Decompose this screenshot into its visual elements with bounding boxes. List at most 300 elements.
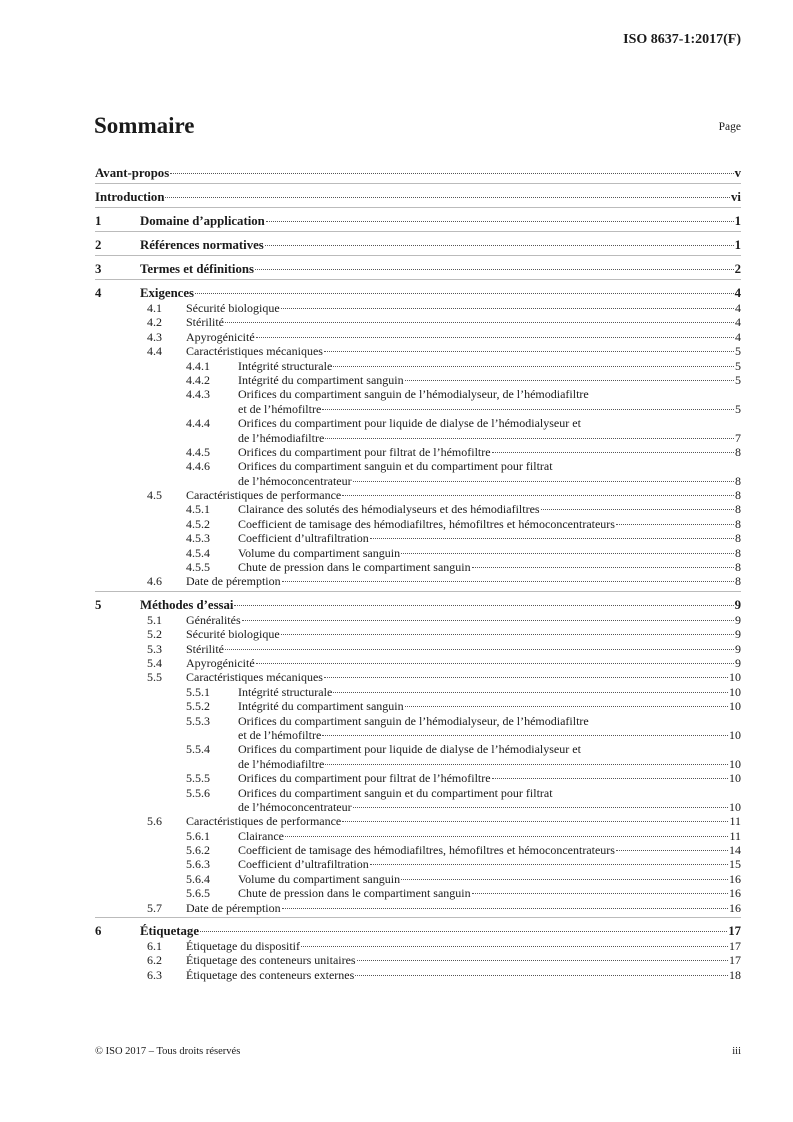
toc-entry[interactable] xyxy=(95,531,741,545)
toc-entry-line xyxy=(186,574,741,588)
toc-entry[interactable] xyxy=(95,416,741,430)
toc-entry-continuation[interactable] xyxy=(95,728,741,742)
toc-entry-line xyxy=(238,757,741,771)
toc-entry-continuation[interactable] xyxy=(95,474,741,488)
toc-entry-number: 5.6.2 xyxy=(186,843,210,858)
toc-entry-page: 8 xyxy=(735,545,741,560)
toc-entry-number: 4.3 xyxy=(147,329,162,344)
toc-entry-title-continued: et de l’hémofiltre xyxy=(238,727,322,742)
toc-entry-title: Méthodes d’essai xyxy=(140,597,234,612)
toc-entry-line xyxy=(95,189,741,205)
toc-entry-line xyxy=(140,923,741,939)
toc-entry-page: 17 xyxy=(728,924,741,939)
toc-entry-title: Orifices du compartiment pour filtrat de l’hémofiltre xyxy=(238,771,491,786)
toc-entry-line xyxy=(186,330,741,344)
toc-entry-number: 4.4.5 xyxy=(186,444,210,459)
toc-entry-number: 4 xyxy=(95,286,102,300)
toc-entry-page: 10 xyxy=(729,699,741,714)
toc-entry-title: Coefficient de tamisage des hémodiafiltres, hémofiltres et hémoconcentrateurs xyxy=(238,516,615,531)
toc-entry-line xyxy=(186,344,741,358)
toc-entry[interactable] xyxy=(95,574,741,588)
toc-entry-line xyxy=(186,301,741,315)
toc-entry-line xyxy=(140,261,741,277)
dot-leader xyxy=(333,692,728,693)
toc-entry-number: 5.6.5 xyxy=(186,886,210,901)
toc-entry-page: 9 xyxy=(734,597,741,612)
toc-entry-continuation[interactable] xyxy=(95,402,741,416)
toc-entry-number: 4.5.4 xyxy=(186,545,210,560)
toc-entry[interactable] xyxy=(95,315,741,329)
toc-entry-title: Coefficient d’ultrafiltration xyxy=(238,857,369,872)
toc-entry-title: Termes et définitions xyxy=(140,262,254,276)
toc-entry-line xyxy=(238,560,741,574)
toc-entry-title: Caractéristiques mécaniques xyxy=(186,670,323,685)
dot-leader xyxy=(353,481,734,482)
toc-entry-number: 5.6.4 xyxy=(186,871,210,886)
toc-entry-number: 2 xyxy=(95,238,102,252)
toc-entry[interactable] xyxy=(95,301,741,315)
toc-entry[interactable] xyxy=(95,814,741,828)
toc-entry-page: 7 xyxy=(735,430,741,445)
toc-entry-continuation[interactable] xyxy=(95,431,741,445)
toc-entry-line xyxy=(140,237,741,253)
toc-entry-page: 8 xyxy=(735,473,741,488)
toc-entry-line xyxy=(238,502,741,516)
toc-entry-title-continued: de l’hémoconcentrateur xyxy=(238,799,352,814)
toc-entry-number: 4.5 xyxy=(147,488,162,503)
toc-entry-title: Clairance des solutés des hémodialyseurs et des hémodiafiltres xyxy=(238,502,540,517)
toc-entry[interactable] xyxy=(95,829,741,843)
toc-entry-page: 11 xyxy=(729,828,741,843)
toc-entry[interactable] xyxy=(95,213,741,229)
toc-entry-number: 5.5.2 xyxy=(186,699,210,714)
toc-entry-title: Stérilité xyxy=(186,315,224,330)
toc-entry-title: Caractéristiques de performance xyxy=(186,814,342,829)
toc-entry-page: 5 xyxy=(735,401,741,416)
dot-leader xyxy=(325,438,734,439)
toc-entry-page: 5 xyxy=(735,344,741,359)
toc-entry-number: 6.1 xyxy=(147,939,162,954)
toc-entry-title: Stérilité xyxy=(186,641,224,656)
toc-entry-line xyxy=(238,714,741,728)
toc-entry-number: 4.5.3 xyxy=(186,531,210,546)
toc-entry-title: Chute de pression dans le compartiment sanguin xyxy=(238,886,471,901)
toc-entry-number: 5.5.4 xyxy=(186,742,210,757)
toc-entry-line xyxy=(238,886,741,900)
toc-entry-title: Volume du compartiment sanguin xyxy=(238,871,401,886)
toc-entry[interactable] xyxy=(95,771,741,785)
toc-entry-number: 5.5 xyxy=(147,670,162,685)
dot-leader xyxy=(401,553,734,554)
footer-page-number: iii xyxy=(732,1046,741,1057)
toc-entry-line xyxy=(140,213,741,229)
dot-leader xyxy=(281,634,734,635)
toc-entry[interactable] xyxy=(95,165,741,181)
toc-entry-title: Étiquetage du dispositif xyxy=(186,939,300,954)
dot-leader xyxy=(355,975,728,976)
dot-leader xyxy=(472,567,734,568)
toc-entry[interactable] xyxy=(95,901,741,915)
toc-entry-page: 16 xyxy=(729,886,741,901)
dot-leader xyxy=(492,452,734,453)
toc-entry-line xyxy=(186,642,741,656)
toc-section xyxy=(95,279,741,589)
dot-leader xyxy=(165,197,730,198)
toc-entry-line xyxy=(186,315,741,329)
dot-leader xyxy=(616,850,728,851)
toc-entry-number: 4.4.6 xyxy=(186,459,210,474)
toc-entry-page: 5 xyxy=(735,358,741,373)
toc-entry-page: 9 xyxy=(735,655,741,670)
toc-entry[interactable] xyxy=(95,968,741,982)
toc-entry-page: 16 xyxy=(729,871,741,886)
dot-leader xyxy=(322,409,734,410)
toc-entry-line xyxy=(238,857,741,871)
toc-section xyxy=(95,183,741,205)
dot-leader xyxy=(370,538,734,539)
toc-entry-page: 10 xyxy=(729,684,741,699)
toc-entry-number: 5.5.6 xyxy=(186,785,210,800)
toc-entry[interactable] xyxy=(95,939,741,953)
toc-entry-number: 5.5.3 xyxy=(186,713,210,728)
toc-entry-title: Orifices du compartiment pour filtrat de l’hémofiltre xyxy=(238,444,491,459)
toc-entry-line xyxy=(238,359,741,373)
toc-entry-title: Orifices du compartiment sanguin de l’hémodialyseur, de l’hémodiafiltre xyxy=(238,713,589,728)
toc-entry-page: 4 xyxy=(735,315,741,330)
dot-leader xyxy=(405,706,728,707)
toc-entry-title: Étiquetage xyxy=(140,924,200,939)
toc-entry-page: 8 xyxy=(735,574,741,589)
toc-entry[interactable] xyxy=(95,517,741,531)
toc-entry-page: v xyxy=(734,166,741,180)
toc-entry-line xyxy=(238,728,741,742)
dot-leader xyxy=(255,269,734,270)
toc-entry-number: 4.5.1 xyxy=(186,502,210,517)
toc-entry-page: 4 xyxy=(735,301,741,315)
toc-entry[interactable] xyxy=(95,923,741,939)
toc-entry-title: Volume du compartiment sanguin xyxy=(238,545,401,560)
dot-leader xyxy=(242,620,734,621)
toc-entry-title: Introduction xyxy=(95,190,165,204)
toc-entry-line xyxy=(238,786,741,800)
toc-entry-number: 4.5.5 xyxy=(186,560,210,575)
toc-entry[interactable] xyxy=(95,488,741,502)
toc-entry-number: 5.4 xyxy=(147,655,162,670)
toc-entry-title: Orifices du compartiment pour liquide de dialyse de l’hémodialyseur et xyxy=(238,416,581,431)
toc-entry[interactable] xyxy=(95,742,741,756)
dot-leader xyxy=(225,649,734,650)
toc-entry-line xyxy=(238,416,741,430)
toc-entry-page: 10 xyxy=(729,756,741,771)
toc-entry-line xyxy=(238,459,741,473)
toc-entry-number: 4.4.2 xyxy=(186,372,210,387)
toc-entry-title: Apyrogénicité xyxy=(186,655,255,670)
toc-entry-line xyxy=(238,843,741,857)
toc-entry[interactable] xyxy=(95,656,741,670)
toc-entry-number: 5.6.1 xyxy=(186,828,210,843)
toc-entry[interactable] xyxy=(95,546,741,560)
dot-leader xyxy=(324,677,728,678)
toc-entry-title-continued: et de l’hémofiltre xyxy=(238,401,322,416)
toc-entry[interactable] xyxy=(95,786,741,800)
toc-entry[interactable] xyxy=(95,886,741,900)
toc-entry-page: 8 xyxy=(735,488,741,503)
toc-entry-number: 4.4.4 xyxy=(186,416,210,431)
page-column-label: Page xyxy=(718,121,741,133)
toc-entry-title: Étiquetage des conteneurs unitaires xyxy=(186,953,356,968)
toc-entry-number: 4.4 xyxy=(147,344,162,359)
toc-entry-page: 9 xyxy=(735,627,741,642)
toc-entry[interactable] xyxy=(95,843,741,857)
toc-entry-page: 1 xyxy=(734,238,741,252)
toc-entry-title-continued: de l’hémoconcentrateur xyxy=(238,473,352,488)
toc-entry-title: Orifices du compartiment sanguin de l’hémodialyseur, de l’hémodiafiltre xyxy=(238,387,589,402)
toc-entry-title: Orifices du compartiment sanguin et du compartiment pour filtrat xyxy=(238,459,553,474)
toc-section xyxy=(95,591,741,915)
toc-entry-page: 9 xyxy=(735,641,741,656)
toc-entry-number: 4.5.2 xyxy=(186,516,210,531)
table-of-contents xyxy=(95,158,741,982)
dot-leader xyxy=(200,931,727,932)
dot-leader xyxy=(342,495,734,496)
dot-leader xyxy=(325,764,728,765)
dot-leader xyxy=(357,960,728,961)
toc-section xyxy=(95,231,741,253)
toc-entry[interactable] xyxy=(95,699,741,713)
toc-entry-title: Caractéristiques de performance xyxy=(186,488,342,503)
toc-entry-line xyxy=(186,939,741,953)
toc-entry-line xyxy=(186,488,741,502)
toc-entry-number: 3 xyxy=(95,262,102,276)
toc-entry[interactable] xyxy=(95,670,741,684)
toc-entry[interactable] xyxy=(95,237,741,253)
dot-leader xyxy=(324,351,734,352)
dot-leader xyxy=(281,308,734,309)
toc-entry-number: 4.2 xyxy=(147,315,162,330)
toc-entry-number: 4.1 xyxy=(147,301,162,315)
toc-entry[interactable] xyxy=(95,872,741,886)
toc-entry[interactable] xyxy=(95,445,741,459)
toc-entry-number: 5.6.3 xyxy=(186,857,210,872)
dot-leader xyxy=(401,879,728,880)
toc-entry-line xyxy=(238,474,741,488)
toc-entry-page: 8 xyxy=(735,531,741,546)
toc-entry-line xyxy=(238,742,741,756)
dot-leader xyxy=(472,893,728,894)
toc-entry-page: 8 xyxy=(735,560,741,575)
toc-entry-line xyxy=(140,597,741,613)
toc-entry-title-continued: de l’hémodiafiltre xyxy=(238,430,325,445)
toc-entry-line xyxy=(238,829,741,843)
toc-entry-page: 10 xyxy=(729,799,741,814)
toc-entry-page: 8 xyxy=(735,502,741,517)
toc-entry-title: Sécurité biologique xyxy=(186,301,280,315)
toc-entry-page: 17 xyxy=(729,939,741,954)
toc-entry-line xyxy=(238,431,741,445)
toc-entry-continuation[interactable] xyxy=(95,800,741,814)
toc-entry-number: 1 xyxy=(95,214,102,228)
toc-entry-line xyxy=(238,699,741,713)
dot-leader xyxy=(333,366,734,367)
toc-entry-title: Clairance xyxy=(238,828,284,843)
toc-entry[interactable] xyxy=(95,373,741,387)
toc-entry-line xyxy=(186,670,741,684)
toc-entry-line xyxy=(238,517,741,531)
toc-entry-title: Coefficient de tamisage des hémodiafiltres, hémofiltres et hémoconcentrateurs xyxy=(238,843,615,858)
toc-entry[interactable] xyxy=(95,597,741,613)
toc-entry-line xyxy=(186,613,741,627)
toc-entry-title: Orifices du compartiment sanguin et du compartiment pour filtrat xyxy=(238,785,553,800)
dot-leader xyxy=(285,836,728,837)
dot-leader xyxy=(322,735,728,736)
toc-entry-number: 5.7 xyxy=(147,900,162,915)
toc-entry-title: Domaine d’application xyxy=(140,214,265,228)
toc-entry-page: 16 xyxy=(729,900,741,915)
toc-entry-title: Sécurité biologique xyxy=(186,627,280,642)
toc-entry-line xyxy=(186,968,741,982)
toc-entry-title: Intégrité du compartiment sanguin xyxy=(238,372,404,387)
toc-entry[interactable] xyxy=(95,459,741,473)
toc-entry[interactable] xyxy=(95,642,741,656)
toc-entry-number: 4.4.1 xyxy=(186,358,210,373)
dot-leader xyxy=(195,293,734,294)
toc-entry-page: 10 xyxy=(729,771,741,786)
toc-entry-page: vi xyxy=(731,190,741,204)
dot-leader xyxy=(541,509,734,510)
toc-entry-title: Généralités xyxy=(186,612,241,627)
toc-entry-line xyxy=(238,771,741,785)
toc-entry-page: 9 xyxy=(735,612,741,627)
toc-entry[interactable] xyxy=(95,189,741,205)
toc-entry-number: 6.2 xyxy=(147,953,162,968)
dot-leader xyxy=(282,908,728,909)
toc-section xyxy=(95,255,741,277)
toc-entry-page: 2 xyxy=(734,262,741,276)
document-id: ISO 8637-1:2017(F) xyxy=(623,32,741,47)
toc-entry-line xyxy=(238,445,741,459)
toc-entry-title: Références normatives xyxy=(140,238,264,252)
toc-entry-number: 6.3 xyxy=(147,967,162,982)
toc-entry-page: 5 xyxy=(735,372,741,387)
toc-entry-number: 5.5.5 xyxy=(186,771,210,786)
dot-leader xyxy=(265,245,734,246)
dot-leader xyxy=(282,581,734,582)
dot-leader xyxy=(301,946,728,947)
toc-entry-continuation[interactable] xyxy=(95,757,741,771)
toc-entry[interactable] xyxy=(95,344,741,358)
dot-leader xyxy=(234,605,733,606)
toc-entry-line xyxy=(238,402,741,416)
toc-entry-page: 10 xyxy=(729,727,741,742)
toc-entry-line xyxy=(238,387,741,401)
toc-entry-title: Caractéristiques mécaniques xyxy=(186,344,323,359)
toc-entry-title: Exigences xyxy=(140,286,195,300)
toc-entry-page: 8 xyxy=(735,516,741,531)
toc-entry[interactable] xyxy=(95,285,741,301)
toc-entry[interactable] xyxy=(95,714,741,728)
toc-entry-title: Date de péremption xyxy=(186,574,281,589)
toc-entry-number: 5.2 xyxy=(147,627,162,642)
toc-entry-line xyxy=(238,685,741,699)
toc-entry-page: 4 xyxy=(734,286,741,300)
toc-entry-number: 5.6 xyxy=(147,814,162,829)
toc-entry-line xyxy=(238,373,741,387)
toc-entry-line xyxy=(186,627,741,641)
toc-entry[interactable] xyxy=(95,261,741,277)
dot-leader xyxy=(256,337,734,338)
dot-leader xyxy=(225,322,734,323)
toc-entry-number: 5.3 xyxy=(147,641,162,656)
toc-entry-title: Coefficient d’ultrafiltration xyxy=(238,531,369,546)
toc-entry-line xyxy=(186,953,741,967)
dot-leader xyxy=(266,221,734,222)
toc-entry-number: 4.6 xyxy=(147,574,162,589)
toc-entry-number: 5 xyxy=(95,597,102,612)
toc-entry-number: 6 xyxy=(95,924,102,939)
dot-leader xyxy=(370,864,728,865)
toc-section xyxy=(95,917,741,982)
toc-entry[interactable] xyxy=(95,613,741,627)
toc-entry-number: 5.5.1 xyxy=(186,684,210,699)
toc-entry[interactable] xyxy=(95,953,741,967)
toc-section xyxy=(95,160,741,181)
toc-entry[interactable] xyxy=(95,330,741,344)
toc-entry-title-continued: de l’hémodiafiltre xyxy=(238,756,325,771)
toc-entry-title: Chute de pression dans le compartiment sanguin xyxy=(238,560,471,575)
toc-entry-title: Intégrité du compartiment sanguin xyxy=(238,699,404,714)
toc-entry-title: Intégrité structurale xyxy=(238,358,333,373)
toc-entry[interactable] xyxy=(95,387,741,401)
toc-entry-page: 8 xyxy=(735,444,741,459)
toc-entry[interactable] xyxy=(95,685,741,699)
dot-leader xyxy=(492,778,728,779)
dot-leader xyxy=(405,380,734,381)
toc-entry-line xyxy=(238,872,741,886)
toc-entry-page: 4 xyxy=(735,329,741,344)
toc-entry-page: 10 xyxy=(729,670,741,685)
toc-entry-line xyxy=(238,800,741,814)
toc-entry-title: Avant-propos xyxy=(95,166,170,180)
dot-leader xyxy=(342,821,728,822)
toc-entry-page: 17 xyxy=(729,953,741,968)
toc-entry[interactable] xyxy=(95,560,741,574)
toc-entry-line xyxy=(186,656,741,670)
toc-entry[interactable] xyxy=(95,627,741,641)
dot-leader xyxy=(170,173,733,174)
toc-entry-line xyxy=(95,165,741,181)
toc-entry[interactable] xyxy=(95,502,741,516)
toc-entry-page: 18 xyxy=(729,967,741,982)
dot-leader xyxy=(256,663,734,664)
toc-entry[interactable] xyxy=(95,857,741,871)
page-title: Sommaire xyxy=(94,113,195,138)
toc-entry-line xyxy=(238,546,741,560)
toc-entry-line xyxy=(186,901,741,915)
toc-entry-title: Orifices du compartiment pour liquide de dialyse de l’hémodialyseur et xyxy=(238,742,581,757)
toc-entry-title: Date de péremption xyxy=(186,900,281,915)
toc-entry-page: 15 xyxy=(729,857,741,872)
toc-entry-title: Étiquetage des conteneurs externes xyxy=(186,967,355,982)
footer-copyright: © ISO 2017 – Tous droits réservés xyxy=(95,1046,241,1057)
toc-entry-number: 4.4.3 xyxy=(186,387,210,402)
toc-entry-number: 5.1 xyxy=(147,612,162,627)
toc-entry-page: 1 xyxy=(734,214,741,228)
toc-entry-page: 11 xyxy=(729,814,741,829)
toc-entry-title: Apyrogénicité xyxy=(186,329,255,344)
toc-entry-line xyxy=(140,285,741,301)
toc-entry[interactable] xyxy=(95,359,741,373)
dot-leader xyxy=(353,807,728,808)
